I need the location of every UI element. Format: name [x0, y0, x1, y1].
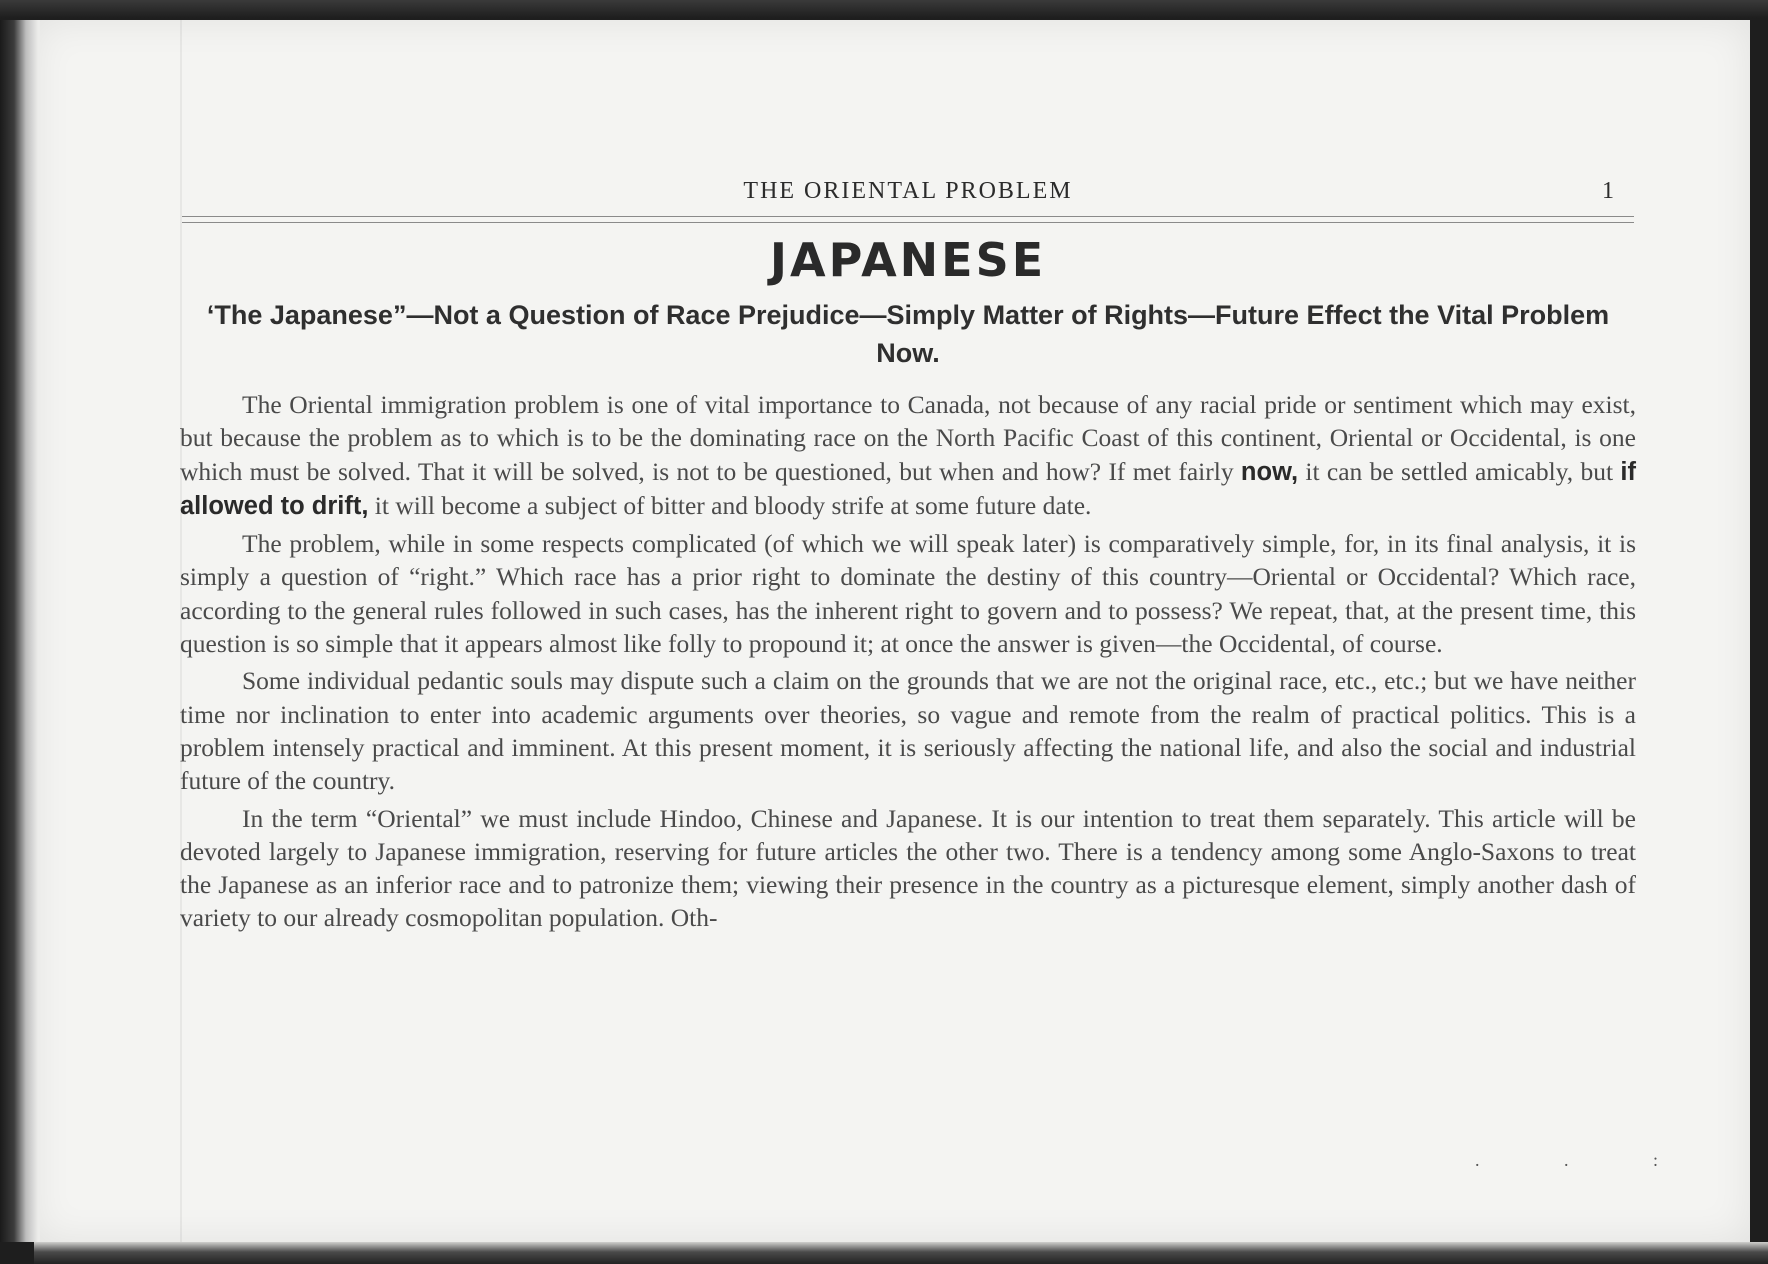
paragraph-1-emphasis-now: now, [1240, 457, 1299, 486]
article-headline: JAPANESE [769, 233, 1047, 287]
paragraph-4: In the term “Oriental” we must include Hindoo, Chinese and Japanese. It is our intention to treat them separately. This article will be devoted largely to Japanese immigration, reserving for future articles the other two. There is a tendency among some Anglo-Saxons to treat the Japanese as an inferior race and to patronize them; viewing their presence in the country as a picturesque element, simply another dash of variety to our already cosmopolitan population. Oth- [180, 803, 1636, 933]
page-number: 1 [1602, 178, 1614, 204]
page-binding-edge [0, 20, 40, 1242]
paragraph-1-text-b: it can be settled amicably, but [1298, 456, 1621, 486]
paragraph-1 [180, 388, 1636, 523]
paragraph-1-emphasis-drift: if allowed to drift, [180, 457, 1636, 520]
paragraph-2: The problem, while in some respects complicated (of which we will speak later) is comparatively simple, for, in its final analysis, it is simply a question of “right.” Which race has a prior right to dominate the destiny of this country—Oriental or Occidental? Which race, according to the general rules followed in such cases, has the inherent right to govern and to possess? We repeat, that, at the present time, this question is so simple that it appears almost like folly to propound it; at once the answer is given—the Occidental, of course. [180, 529, 1636, 659]
article-subhead: ‘The Japanese”—Not a Question of Race Prejudice—Simply Matter of Rights—Future Effect the Vital Problem Now. [206, 300, 1610, 368]
scan-specks: . . : [1474, 1150, 1698, 1170]
page-bottom-edge [34, 1242, 1768, 1264]
paragraph-1-text-a: The Oriental immigration problem is one of vital importance to Canada, not because of any racial pride or sentiment which may exist, but because the problem as to which is to be the dominating race on the North Pacific Coast of this continent, Oriental or Occidental, is one which must be solved. That it will be solved, is not to be questioned, but when and how? If met fairly [180, 390, 1636, 486]
running-head [182, 178, 1634, 208]
paragraph-3: Some individual pedantic souls may dispute such a claim on the grounds that we are not the original race, etc., etc.; but we have neither time nor inclination to enter into academic arguments over theories, so vague and remote from the realm of practical politics. This is a problem intensely practical and imminent. At this present moment, it is seriously affecting the national life, and also the social and industrial future of the country. [180, 666, 1636, 796]
article-body [180, 388, 1636, 939]
header-double-rule [182, 216, 1634, 223]
running-title: THE ORIENTAL PROBLEM [743, 178, 1073, 204]
paragraph-1-text-c: it will become a subject of bitter and bloody strife at some future date. [368, 490, 1092, 520]
